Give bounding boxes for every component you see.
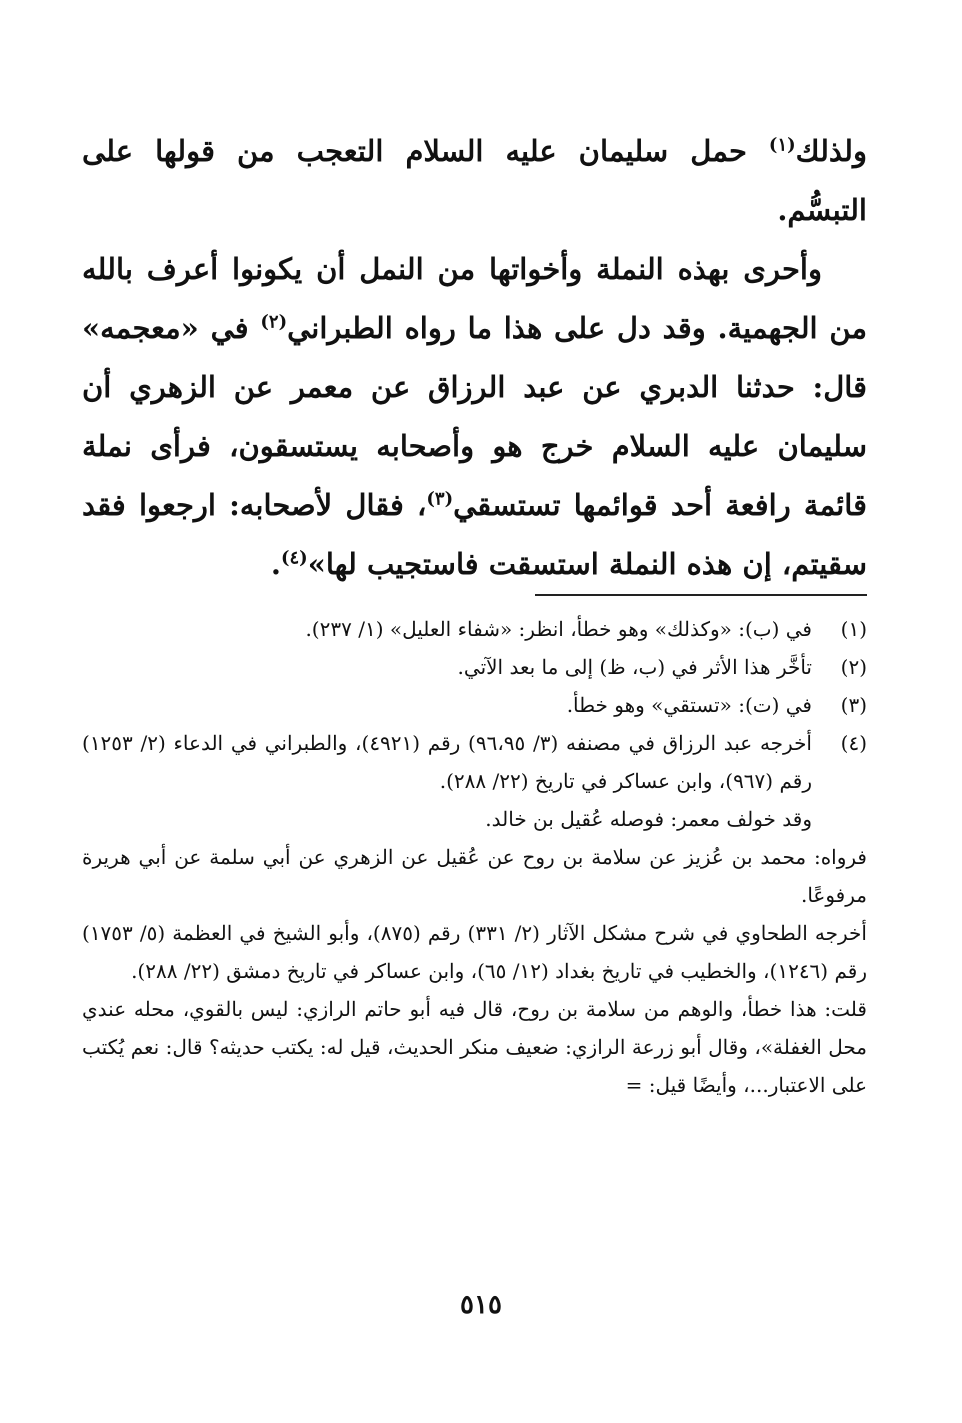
paragraph-2-text-a: وأحرى بهذه النملة وأخواتها من النمل أن يكونوا أعرف بالله من الجهمية. وقد دل على هذا ما رواه الطبراني: [82, 252, 867, 345]
footnote-2-text: تأخَّر هذا الأثر في (ب، ظ) إلى ما بعد الآتي.: [457, 655, 812, 679]
footnote-4-paragraph-2: وقد خولف معمر: فوصله عُقيل بن خالد.: [485, 807, 812, 831]
paragraph-1-text-b: حمل سليمان عليه السلام التعجب من قولها على التبسُّم.: [82, 134, 867, 227]
footnote-1-number: (١): [840, 617, 867, 641]
footnote-1-text: في (ب): «وكذلك» وهو خطأ، انظر: «شفاء العليل» (١/ ٢٣٧).: [305, 617, 812, 641]
footnote-divider: [535, 594, 867, 596]
footnote-1: [82, 610, 867, 648]
footnote-4-paragraph-5: قلت: هذا خطأ، والوهم من سلامة بن روح، قال فيه أبو حاتم الرازي: ليس بالقوي، محله عندي محل الغفلة»، وقال أبو زرعة الرازي: ضعيف منكر الحديث، قيل له: يكتب حديثه؟ قال: نعم يُكتب على الاعتبار...، وأيضًا قيل: =: [82, 997, 867, 1097]
paragraph-2-text-d: .: [270, 547, 281, 581]
footnote-4-paragraph-4: أخرجه الطحاوي في شرح مشكل الآثار (٢/ ٣٣١) رقم (٨٧٥)، وأبو الشيخ في العظمة (٥/ ١٧٥٣) رقم (١٢٤٦)، والخطيب في تاريخ بغداد (١٢/ ٦٥)، وابن عساكر في تاريخ دمشق (٢٢/ ٢٨٨).: [82, 921, 867, 983]
paragraph-2: [82, 240, 867, 594]
footnote-4: [82, 724, 867, 800]
footnote-ref-4[interactable]: (٤): [280, 547, 308, 569]
page-number: ٥١٥: [460, 1290, 502, 1320]
paragraph-2-text-c: ، فقال لأصحابه: ارجعوا فقد سقيتم، إن هذه النملة استسقت فاستجيب لها»: [82, 488, 867, 581]
main-text: [82, 122, 867, 594]
footnote-4-number: (٤): [840, 731, 867, 755]
footnote-ref-1[interactable]: (١): [768, 134, 796, 156]
paragraph-1-text-a: ولذلك: [795, 134, 867, 168]
footnote-4-paragraph-3: فرواه: محمد بن عُزيز عن سلامة بن روح عن عُقيل عن الزهري عن أبي سلمة عن أبي هريرة مرفوعًا.: [82, 845, 867, 907]
paragraph-2-text-b: في «معجمه» قال: حدثنا الدبري عن عبد الرزاق عن معمر عن الزهري أن سليمان عليه السلام خرج هو وأصحابه يستسقون، فرأى نملة قائمة رافعة أحد قوائمها تستسقي: [82, 311, 867, 522]
footnote-3-number: (٣): [840, 693, 867, 717]
footnotes: [82, 610, 867, 1104]
footnote-ref-2[interactable]: (٢): [260, 311, 288, 333]
footnote-2: [82, 648, 867, 686]
footnote-3: [82, 686, 867, 724]
footnote-3-text: في (ت): «تستقي» وهو خطأ.: [566, 693, 812, 717]
paragraph-1: [82, 122, 867, 240]
footnote-ref-3[interactable]: (٣): [426, 488, 454, 510]
footnote-4-text: أخرجه عبد الرزاق في مصنفه (٣/ ٩٦،٩٥) رقم (٤٩٢١)، والطبراني في الدعاء (٢/ ١٢٥٣) رقم (٩٦٧)، وابن عساكر في تاريخ (٢٢/ ٢٨٨).: [82, 731, 812, 793]
footnote-2-number: (٢): [840, 655, 867, 679]
